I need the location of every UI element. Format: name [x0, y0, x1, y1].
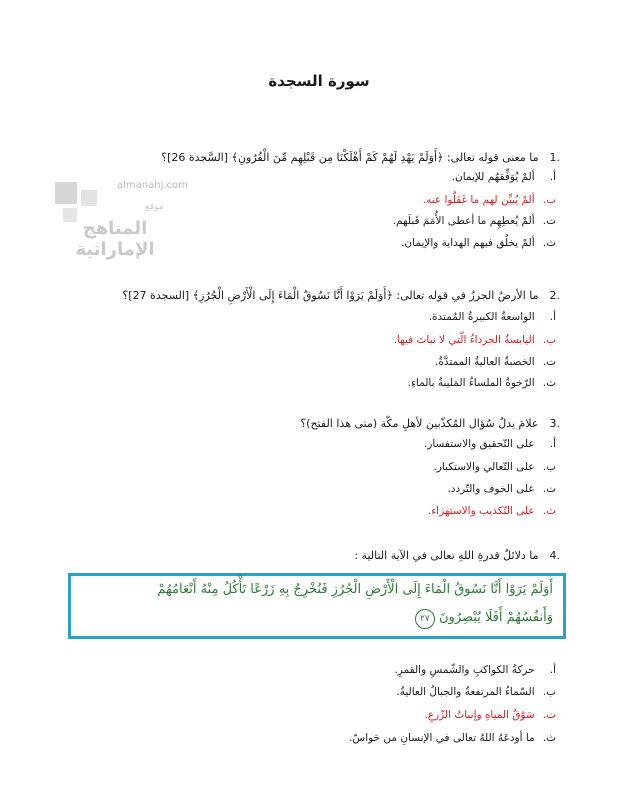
option-letter: ث. [542, 237, 556, 249]
option-text: ألمْ يُعطِهِم ما أعطى الأُمَمَ قَبلَهم. [392, 215, 535, 227]
option-text: ألمْ يخلُق فيهم الهداية والإيمان. [401, 237, 535, 249]
option-letter: ب. [542, 461, 556, 473]
option-text: ما أودعَهُ اللهُ تعالى في الإنسانِ من حَواسّ. [349, 732, 535, 744]
option-letter: ث. [542, 505, 556, 517]
option-text: ألمْ يُبيِّن لهم ما غَفَلُوا عنه. [422, 194, 535, 206]
question-4 [60, 548, 560, 564]
option-1-c [76, 214, 556, 229]
question-text: ما الأرضُ الجرزُ في قوله تعالى: ﴿أَوَلَمْ يَرَوْا أَنَّا نَسُوقُ الْمَاءَ إِلَى الْأَرْضِ الْجُرُزِ﴾ [السجدة 27]؟ [122, 289, 539, 302]
question-text: علامَ يدلُ سُؤال المُكذّبين لأهلِ مكّة (متى هذا الفتح)؟ [300, 417, 539, 430]
option-text: الواسعةُ الكبيرةُ المُمتدة. [428, 311, 535, 323]
option-letter: ت. [542, 356, 556, 368]
option-letter: ت. [542, 215, 556, 227]
option-3-b [76, 460, 556, 475]
verse-line-1: أَوَلَمْ يَرَوْا أَنَّا نَسُوقُ الْمَاءَ إِلَى الْأَرْضِ الْجُرُزِ فَنُخْرِجُ بِهِ زَرْعًا تَأْكُلُ مِنْهُ أَنْعَامُهُمْ [157, 582, 553, 597]
question-number: .3 [549, 417, 560, 430]
option-letter: ت. [542, 709, 556, 721]
option-text: الخصبةُ العاليةُ الممتدَّةُ. [435, 356, 535, 368]
option-2-c [76, 355, 556, 370]
watermark-square-icon [55, 182, 77, 204]
option-text: ألمْ يُوَفِّقهُم للإيمان. [451, 171, 535, 183]
option-3-a [76, 437, 556, 452]
option-letter: أ. [549, 438, 556, 450]
option-letter: أ. [549, 171, 556, 183]
verse-number-mark: ٢٧ [415, 609, 435, 629]
option-text: حركةُ الكواكبِ والشّمسِ والقمرِ. [394, 664, 535, 676]
question-2 [60, 288, 560, 304]
option-3-d-correct [76, 504, 556, 519]
page-title: سورة السجدة [268, 72, 370, 90]
option-1-a [76, 170, 556, 185]
question-1 [60, 150, 560, 166]
option-text: على التّحقيق والاستفسار. [423, 438, 535, 450]
option-text: على الخوف والتّردد. [447, 483, 535, 495]
option-text: الرّخوةُ الملساءُ المَلينةُ بالماءِ. [407, 377, 535, 389]
option-3-c [76, 482, 556, 497]
option-text: السّماءُ المرتفعةُ والجبالُ العاليةُ. [396, 686, 535, 698]
option-text: على التّكذيب والاستهزاء. [427, 505, 535, 517]
option-letter: ب. [542, 334, 556, 346]
option-2-d [76, 376, 556, 391]
option-text: اليابسةُ الجرداءُ الّتي لا نباتَ فيها. [393, 334, 535, 346]
question-text: ما معنى قوله تعالى: ﴿أَوَلَمْ يَهْدِ لَهُمْ كَمْ أَهْلَكْنَا مِن قَبْلِهِم مِّنَ الْقُرُونِ﴾ [السَّجدة 26]؟ [161, 151, 539, 164]
option-letter: ت. [542, 483, 556, 495]
option-letter: ث. [542, 732, 556, 744]
option-letter: ث. [542, 377, 556, 389]
question-number: .4 [549, 549, 560, 562]
watermark-site-name: المناهج الإماراتية [75, 218, 155, 260]
option-4-a [76, 663, 556, 678]
option-2-b-correct [76, 333, 556, 348]
option-letter: أ. [549, 311, 556, 323]
watermark-url: almanahj.com [117, 180, 188, 191]
option-4-c-correct [76, 708, 556, 723]
option-1-d [76, 236, 556, 251]
question-number: .1 [549, 151, 560, 164]
option-2-a [76, 310, 556, 325]
option-text: على التّعالي والاستكبار. [433, 461, 535, 473]
watermark-small-text: موقع [145, 202, 164, 212]
question-number: .2 [549, 289, 560, 302]
question-3 [60, 416, 560, 432]
option-4-b [76, 685, 556, 700]
option-text: سَوْقُ المياهِ وإنباتُ الزّرعِ. [424, 709, 535, 721]
quran-verse-box [68, 573, 566, 639]
watermark-square-icon [63, 208, 77, 222]
option-letter: ب. [542, 194, 556, 206]
question-text: ما دلائلُ قدرةِ اللهِ تعالى في الآية التالية : [354, 549, 539, 562]
option-letter: أ. [549, 664, 556, 676]
option-letter: ب. [542, 686, 556, 698]
verse-line-2-text: وَأَنفُسُهُمْ أَفَلَا يُبْصِرُونَ [439, 610, 553, 625]
verse-line-2 [81, 609, 553, 629]
option-1-b-correct [76, 193, 556, 208]
option-4-d [76, 731, 556, 746]
